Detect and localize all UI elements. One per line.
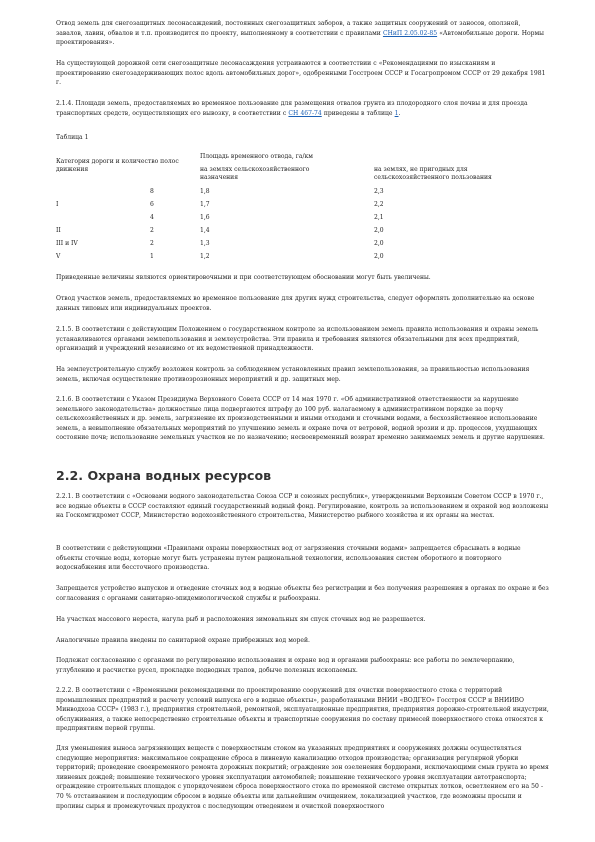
paragraph-2-1-6: 2.1.6. В соответствии с Указом Президиума Верховного Совета СССР от 14 мая 1970 г. «Об административной ответственности за нарушение земельного законодательства» должностные лица подвергаются штрафу до 100 руб. налагаемому в административном порядке за порчу сельскохозяйственных и др. земель, загрязнение их производственными и иными отходами и сточными водами, а бесхозяйственное использование земель, а невыполнение обязательных мероприятий по улучшению земель и охране почв от ветровой, водной эрозии и др. процессов, ухудшающих состояние почв; использование земельных участков не по назначению; несвоевременный возврат временно занимаемых земель и другие нарушения.: [56, 396, 545, 442]
paragraph-spawning: На участках массового нереста, нагула рыб и расположения зимовальных ям спуск сточных вод не разрешается.: [56, 616, 426, 623]
paragraph-text: 2.1.4. Площади земель, предоставляемых во временное пользование для размещения отвалов грунта из плодородного слоя почвы и для проезда транспортных средств, осуществляющих его вывозку, в соответствии с: [56, 100, 528, 117]
table-cell-category: II: [56, 227, 61, 234]
table-caption: Таблица 1: [56, 134, 89, 141]
table-1-link[interactable]: 1: [394, 109, 399, 117]
table-cell-lanes: 2: [150, 240, 154, 247]
section-heading-water: 2.2. Охрана водных ресурсов: [56, 468, 272, 483]
paragraph-text: Отвод земель для снегозащитных лесонасаждений, постоянных снегозащитных заборов, а также защитных сооружений от заносов, оползней, завалов, лавин, обвалов и т.п. производится по проекту, выполненному в соответствии с правилами: [56, 20, 521, 37]
paragraph-2-1-5: 2.1.5. В соответствии с действующим Положением о государственном контроле за использованием земель правила использования и охраны земель устанавливаются органами землепользования и землеустройства. Эти правила и требования являются обязательными для всех предприятий, организаций и учреждений независимо от их ведомственной принадлежности.: [56, 326, 539, 353]
table-cell-lanes: 2: [150, 227, 154, 234]
paragraph-2-1-4: [56, 99, 549, 118]
table-cell-lanes: 8: [150, 188, 154, 195]
table-cell-agri: 1,4: [200, 227, 210, 234]
table-cell-other: 2,0: [374, 240, 384, 247]
table-cell-other: 2,2: [374, 201, 384, 208]
paragraph-protection-rules: В соответствии с действующими «Правилами охраны поверхностных вод от загрязнения сточными водами» запрещается сбрасывать в водные объекты сточные воды, которые могут быть устранены путем рациональной технологии, использования систем оборотного и повторного водоснабжения или бессточного производства.: [56, 545, 521, 572]
paragraph-sea-protection: Аналогичные правила введены по санитарной охране прибрежных вод морей.: [56, 637, 310, 644]
table-cell-other: 2,0: [374, 227, 384, 234]
table-header-agri: на землях сельскохозяйственного назначения: [200, 166, 310, 181]
table-cell-lanes: 6: [150, 201, 154, 208]
table-cell-other: 2,0: [374, 253, 384, 260]
allocation-table: [56, 152, 549, 270]
snip-link[interactable]: СНиП 2.05.02-85: [382, 29, 438, 37]
table-cell-lanes: 4: [150, 214, 154, 221]
paragraph-text-tail: .: [398, 109, 401, 117]
paragraph-2-2-1: 2.2.1. В соответствии с «Основами водного законодательства Союза ССР и союзных республик», утвержденными Верховным Советом СССР в 1970 г., все водные объекты в СССР составляют единый государственный водный фонд. Регулирование, контроль за использованием и охраной вод возложены на Госкомгидромет СССР, Министерство водохозяйственного строительства, Министерство рыбного хозяйства и их органы на местах.: [56, 493, 549, 520]
table-cell-category: III и IV: [56, 240, 78, 247]
paragraph-text-tail: «Автомобильные дороги. Нормы проектирования».: [56, 29, 544, 47]
table-cell-agri: 1,2: [200, 253, 210, 260]
table-cell-agri: 1,3: [200, 240, 210, 247]
paragraph-other-needs: Отвод участков земель, предоставляемых во временное пользование для других нужд строительства, следует оформлять дополнительно на основе данных типовых или индивидуальных проектов.: [56, 295, 535, 312]
table-header-category: Категория дороги и количество полос движения: [56, 158, 179, 173]
table-cell-agri: 1,6: [200, 214, 210, 221]
table-cell-category: V: [56, 253, 61, 260]
table-cell-other: 2,1: [374, 214, 384, 221]
table-cell-agri: 1,7: [200, 201, 210, 208]
paragraph-approx-values: Приведенные величины являются ориентировочными и при соответствующем обосновании могут быть увеличены.: [56, 274, 431, 281]
table-cell-lanes: 1: [150, 253, 154, 260]
paragraph-coordination: Подлежат согласованию с органами по регулированию использования и охране вод и органами рыбоохраны: все работы по землечерпанию, углублению и расчистке русел, прокладке подводных трапов, добыче полезных ископаемых.: [56, 657, 515, 674]
table-header-other: на землях, не пригодных для сельскохозяйственного пользования: [374, 166, 492, 181]
paragraph-text-mid: приведены в таблице: [321, 109, 395, 117]
table-cell-category: I: [56, 201, 59, 208]
table-cell-other: 2,3: [374, 188, 384, 195]
paragraph-pollution-measures: Для уменьшения выноса загрязняющих веществ с поверхностным стоком на указанных предприятиях и сооружениях должны осуществляться следующие мероприятия: максимальное сокращение сброса в ливневую канализацию отходов производства; организация регулярной уборки территорий; проведение своевременного ремонта дорожных покрытий; ограждение зон озеленения бордюрами, исключающими смыв грунта во время ливневых дождей; повышение технического уровня эксплуатации автомобилей; повышение технического уровня эксплуатации автотранспорта; ограждение строительных площадок с упорядочением сброса поверхностного стока по временной системе открытых лотков, осветлением его на 50 - 70 % отстаиванием и последующим сбросом в водные объекты или дальнейшим очищением, локализацией участков, где возможны просыпи и проливы сырья и промежуточных продуктов с последующим отведением и очисткой поверхностного: [56, 745, 549, 810]
paragraph-2-2-2: 2.2.2. В соответствии с «Временными рекомендациями по проектированию сооружений для очистки поверхностного стока с территорий промышленных предприятий и расчету условий выпуска его в водные объекты», разработанными ВНИИ «ВОДГЕО» Госстроя СССР и ВНИИВО Минводхоза СССР» (1983 г.), предприятия строительной, ремонтной, эксплуатационные предприятия, предприятия дорожно-строительной индустрии, обслуживания, а также непосредственно строительные объекты и транспортные сооружения по составу примесей поверхностного стока относятся к предприятиям первой группы.: [56, 687, 549, 733]
table-cell-agri: 1,8: [200, 188, 210, 195]
sn-link[interactable]: СН 467-74: [288, 109, 322, 117]
paragraph-discharge-ban: Запрещается устройство выпусков и отведение сточных вод в водные объекты без регистрации и без получения разрешения в органах по охране и без согласования с органами санитарно-эпидемиологической службы и рыбоохраны.: [56, 585, 549, 602]
paragraph-land-service: На землеустроительную службу возложен контроль за соблюдением установленных правил землепользования, за правильностью использования земель, включая осуществление противоэрозионных мероприятий и др. защитных мер.: [56, 366, 530, 383]
paragraph-land-allocation: [56, 19, 549, 48]
paragraph-snow-protection: На существующей дорожной сети снегозащитные лесонасаждения устраиваются в соответствии с «Рекомендациями по изысканиям и проектированию снегозадерживающих полос вдоль автомобильных дорог», одобренными Госстроем СССР и Госагропромом СССР от 29 декабря 1981 г.: [56, 60, 546, 87]
table-header-group: Площадь временного отвода, га/км: [200, 153, 313, 160]
